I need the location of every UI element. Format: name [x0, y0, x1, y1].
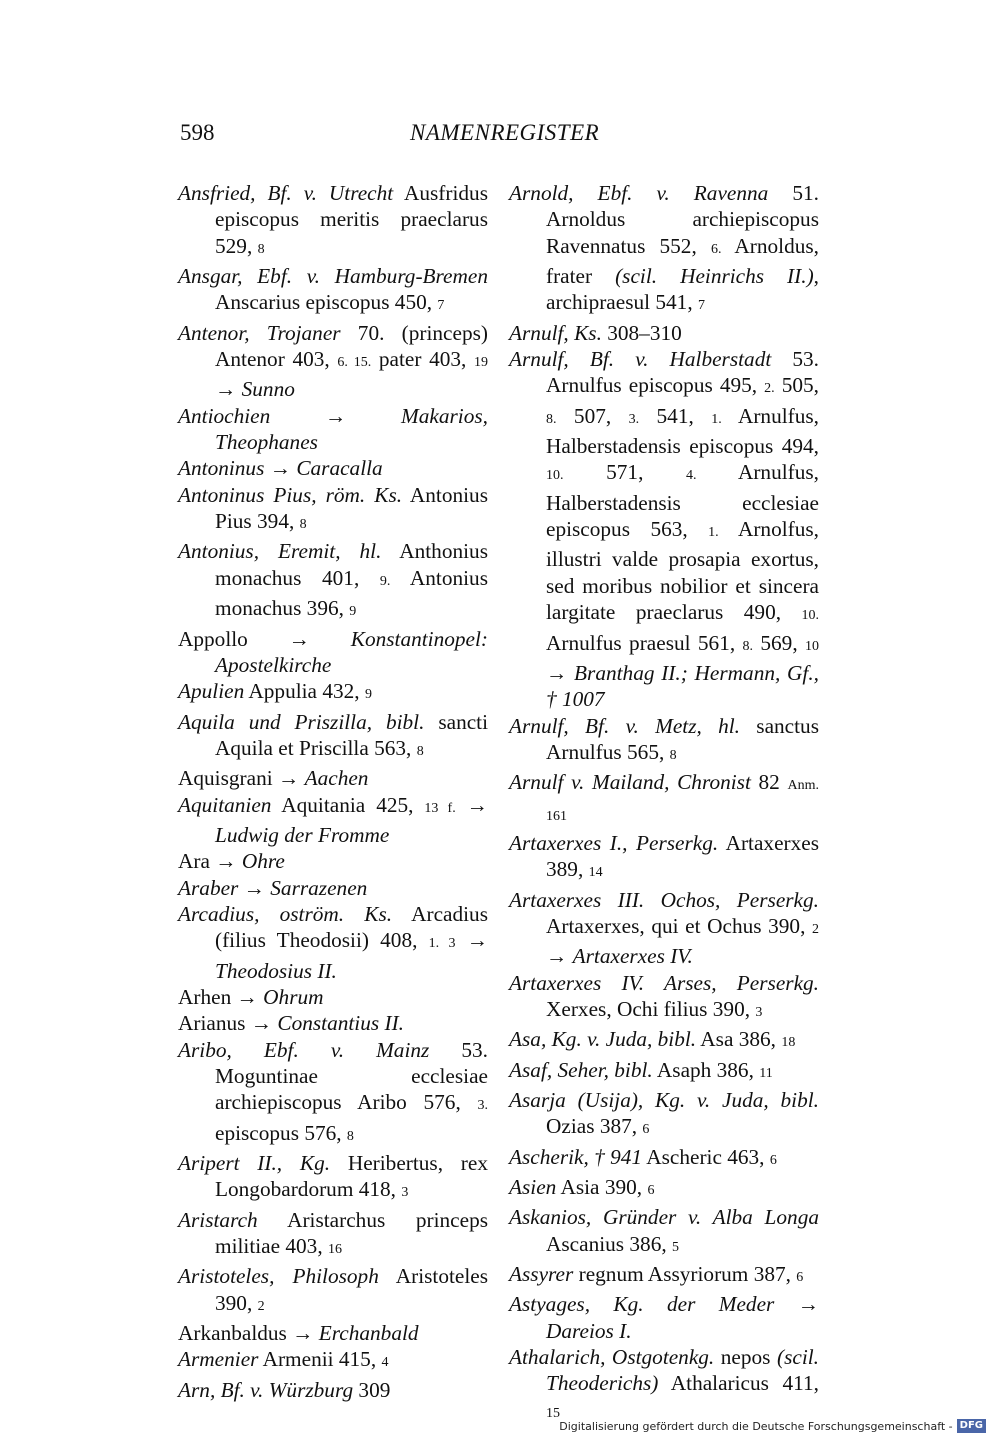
- footer-credit: [559, 1419, 986, 1433]
- line-reference: 8.: [742, 638, 754, 654]
- index-entry: [509, 970, 819, 1027]
- entry-text: Athalaricus 411,: [658, 1371, 819, 1396]
- index-entry: [178, 1263, 488, 1320]
- entry-text: Arhen →: [178, 984, 264, 1009]
- index-entry: [509, 320, 819, 346]
- line-reference: 6. 15.: [337, 355, 372, 371]
- index-entry: [509, 887, 819, 970]
- entry-text: Asa 386,: [696, 1027, 782, 1052]
- index-entry: [178, 709, 488, 766]
- entry-text: 507,: [556, 403, 629, 428]
- entry-heading: Ohrum: [263, 984, 324, 1009]
- entry-heading: Arcadius, oström. Ks.: [178, 901, 393, 926]
- entry-heading: Athalarich, Ostgotenkg.: [509, 1345, 715, 1370]
- line-reference: 9: [349, 604, 357, 620]
- entry-heading: Artaxerxes I., Perserkg.: [509, 830, 719, 855]
- entry-heading: Antoninus Pius, röm. Ks.: [178, 482, 403, 507]
- line-reference: 8: [416, 743, 424, 759]
- line-reference: 16: [327, 1242, 342, 1258]
- line-reference: 3: [401, 1185, 409, 1201]
- index-entry: [509, 1174, 819, 1204]
- line-reference: 8.: [546, 411, 557, 427]
- index-entry: [509, 1087, 819, 1144]
- entry-text: Antonius monachus 396,: [215, 565, 488, 621]
- entry-heading: Asa, Kg. v. Juda, bibl.: [509, 1027, 697, 1052]
- entry-text: 541,: [639, 403, 712, 428]
- entry-heading: Aquitanien: [178, 792, 272, 817]
- entry-text: Arkanbaldus →: [178, 1321, 319, 1346]
- entry-heading: Aristoteles, Philosoph: [178, 1264, 379, 1289]
- entry-text: pater 403,: [371, 347, 474, 372]
- entry-text: Aquitania 425,: [271, 792, 425, 817]
- entry-text: regnum Assyriorum 387,: [573, 1262, 797, 1287]
- entry-text: Appulia 432,: [244, 679, 365, 704]
- index-entry: [178, 263, 488, 320]
- line-reference: 7: [437, 298, 445, 314]
- entry-heading: Theodosius II.: [215, 958, 337, 983]
- line-reference: 3.: [477, 1098, 488, 1114]
- index-entry: [178, 1010, 488, 1036]
- index-entry: [509, 1344, 819, 1427]
- line-reference: 1.: [708, 525, 719, 541]
- index-entry: [509, 1261, 819, 1291]
- entry-text: →: [546, 660, 575, 685]
- index-entry: [509, 1204, 819, 1261]
- entry-heading: Antenor, Trojaner: [178, 320, 341, 345]
- line-reference: 6: [769, 1152, 777, 1168]
- entry-heading: Ansfried, Bf. v. Utrecht: [178, 181, 394, 205]
- entry-heading: Armenier: [178, 1347, 259, 1372]
- entry-text: Arnoldus, frater: [546, 233, 820, 289]
- line-reference: 10.: [546, 468, 564, 484]
- entry-text: Xerxes, Ochi filius 390,: [546, 996, 756, 1021]
- entry-text: Aristarchus princeps militiae 403,: [215, 1207, 488, 1259]
- entry-heading: Askanios, Gründer v. Alba Longa: [509, 1205, 819, 1230]
- entry-text: Asia 390,: [556, 1175, 648, 1200]
- index-entry: [509, 830, 819, 887]
- entry-heading: Arnulf, Ks.: [509, 320, 602, 345]
- entry-text: episcopus 576,: [215, 1120, 347, 1145]
- index-column-left: [178, 180, 488, 1403]
- entry-text: 82: [750, 770, 788, 795]
- index-entry: [178, 984, 488, 1010]
- line-reference: 6: [796, 1270, 804, 1286]
- entry-heading: Constantius II.: [277, 1011, 404, 1036]
- index-entry: [178, 1150, 488, 1207]
- index-entry: [178, 1207, 488, 1264]
- entry-text: →: [455, 928, 488, 953]
- footer-text: Digitalisierung gefördert durch die Deutsche Forschungsgemeinschaft -: [559, 1419, 953, 1433]
- line-reference: 3: [755, 1004, 763, 1020]
- entry-text: Anthonius monachus 401,: [215, 539, 488, 590]
- entry-heading: Aripert II., Kg.: [178, 1151, 331, 1176]
- entry-heading: Artaxerxes IV.: [572, 944, 693, 969]
- entry-text: 53. Moguntinae ecclesiae archiepiscopus Aribo 576,: [215, 1037, 488, 1115]
- entry-text: 70. (princeps) Antenor 403,: [215, 320, 488, 372]
- line-reference: 8: [299, 517, 307, 533]
- entry-text: Aquisgrani →: [178, 766, 305, 791]
- entry-heading: Ascherik, † 941: [509, 1144, 643, 1169]
- index-entry: [509, 1057, 819, 1087]
- entry-heading: Asarja (Usija), Kg. v. Juda, bibl.: [509, 1088, 819, 1112]
- entry-heading: Arnold, Ebf. v. Ravenna: [509, 181, 769, 205]
- entry-text: Arnolfus, illustri valde prosapia exortus, sed moribus nobilior et sincera largitate praeclarus 490,: [546, 517, 819, 625]
- entry-text: 569,: [753, 630, 805, 655]
- index-entry: [178, 455, 488, 481]
- index-entry: [178, 1377, 488, 1403]
- entry-text: 571,: [563, 460, 687, 485]
- entry-text: sanctus Arnulfus 565,: [546, 713, 819, 764]
- entry-text: Ara →: [178, 849, 242, 874]
- entry-text: 308–310: [601, 320, 682, 345]
- entry-text: Ozias 387,: [546, 1114, 643, 1139]
- entry-text: Ascheric 463,: [642, 1144, 770, 1169]
- index-entry: [509, 180, 819, 320]
- entry-heading: Ohre: [241, 849, 285, 874]
- entry-heading: Branthag II.; Hermann, Gf., † 1007: [546, 660, 819, 712]
- index-entry: [178, 765, 488, 791]
- entry-text: Ascanius 386,: [546, 1231, 672, 1256]
- line-reference: 11: [759, 1065, 773, 1081]
- line-reference: 13 f.: [424, 800, 456, 816]
- entry-heading: Araber → Sarrazenen: [178, 875, 368, 900]
- index-entry: [178, 1320, 488, 1346]
- index-entry: [509, 1291, 819, 1344]
- index-entry: [178, 678, 488, 708]
- entry-heading: (scil. Heinrichs II.): [615, 264, 814, 289]
- line-reference: 1.: [711, 411, 722, 427]
- index-entry: [178, 403, 488, 456]
- line-reference: 9.: [379, 573, 391, 589]
- entry-text: 505,: [774, 373, 820, 398]
- dfg-logo: DFG: [957, 1419, 986, 1433]
- entry-text: Antonius Pius 394,: [215, 482, 488, 534]
- entry-text: Heribertus, rex Longobardorum 418,: [215, 1151, 488, 1202]
- entry-text: Armenii 415,: [258, 1347, 382, 1372]
- index-entry: [178, 1346, 488, 1376]
- line-reference: 3.: [628, 411, 640, 427]
- entry-heading: Konstantinopel: Apostelkirche: [215, 626, 488, 677]
- line-reference: 6: [642, 1122, 650, 1138]
- entry-heading: Aribo, Ebf. v. Mainz: [178, 1037, 430, 1062]
- entry-heading: Aachen: [304, 766, 369, 791]
- index-entry: [509, 713, 819, 770]
- index-entry: [178, 626, 488, 679]
- entry-heading: Arn, Bf. v. Würzburg: [178, 1377, 354, 1402]
- line-reference: 8: [669, 747, 677, 763]
- entry-heading: Antiochien → Makarios, Theophanes: [178, 403, 488, 455]
- entry-heading: Astyages, Kg. der Meder → Dareios I.: [509, 1292, 819, 1343]
- line-reference: 8: [257, 241, 265, 257]
- entry-heading: (scil. Theoderichs): [546, 1345, 819, 1396]
- index-entry: [509, 1144, 819, 1174]
- entry-text: Arnulfus, Halberstadensis ecclesiae episcopus 563,: [546, 460, 819, 542]
- entry-text: Asaph 386,: [652, 1057, 760, 1082]
- line-reference: Anm. 161: [546, 778, 819, 824]
- entry-text: Ausfridus episcopus meritis praeclarus 529,: [215, 181, 488, 258]
- entry-heading: Arnulf, Bf. v. Halberstadt: [509, 347, 772, 372]
- line-reference: 2: [257, 1298, 265, 1314]
- line-reference: 2.: [764, 381, 775, 397]
- entry-heading: Apulien: [178, 679, 245, 704]
- entry-text: nepos: [714, 1345, 777, 1370]
- entry-heading: Artaxerxes IV. Arses, Perserkg.: [509, 970, 819, 995]
- entry-text: , archipraesul 541,: [546, 264, 819, 315]
- index-entry: [178, 482, 488, 539]
- entry-heading: Ludwig der Fromme: [215, 822, 390, 847]
- entry-heading: Artaxerxes III. Ochos, Perserkg.: [509, 887, 819, 912]
- entry-heading: Arnulf, Bf. v. Metz, hl.: [509, 713, 740, 738]
- line-reference: 8: [346, 1128, 354, 1144]
- entry-heading: Arnulf v. Mailand, Chronist: [509, 770, 751, 795]
- entry-text: →: [215, 377, 242, 402]
- entry-text: Anscarius episcopus 450,: [215, 290, 438, 315]
- line-reference: 6: [647, 1183, 655, 1199]
- index-entry: [178, 320, 488, 403]
- index-column-right: [509, 180, 819, 1427]
- entry-heading: Antonius, Eremit, hl.: [178, 539, 382, 564]
- line-reference: 4: [381, 1355, 389, 1371]
- entry-text: sancti Aquila et Priscilla 563,: [215, 709, 488, 760]
- entry-heading: Aquila und Priszilla, bibl.: [178, 709, 425, 734]
- index-entry: [178, 901, 488, 984]
- line-reference: 2: [812, 921, 819, 937]
- entry-text: Arcadius (filius Theodosii) 408,: [215, 901, 488, 953]
- index-entry: [509, 769, 819, 830]
- index-entry: [178, 1037, 488, 1150]
- line-reference: 4.: [686, 468, 697, 484]
- entry-heading: Asaf, Seher, bibl.: [509, 1057, 653, 1082]
- entry-text: 309: [353, 1377, 391, 1402]
- index-entry: [178, 180, 488, 263]
- page-number: 598: [180, 120, 215, 145]
- index-entry: [509, 1026, 819, 1056]
- entry-text: →: [546, 944, 573, 969]
- entry-text: 51. Arnoldus archiepiscopus Ravennatus 552,: [546, 181, 819, 258]
- line-reference: 14: [588, 865, 603, 881]
- entry-heading: Antoninus → Caracalla: [178, 456, 383, 481]
- index-entry: [178, 848, 488, 874]
- line-reference: 1. 3: [428, 936, 456, 952]
- index-entry: [178, 875, 488, 901]
- entry-heading: Erchanbald: [318, 1321, 419, 1346]
- entry-text: 53. Arnulfus episcopus 495,: [546, 347, 819, 398]
- index-entry: [509, 346, 819, 712]
- entry-text: Aristoteles 390,: [215, 1264, 488, 1315]
- entry-text: Artaxerxes, qui et Ochus 390,: [546, 913, 812, 938]
- line-reference: 18: [781, 1035, 796, 1051]
- line-reference: 6.: [710, 241, 722, 257]
- entry-text: Arianus →: [178, 1011, 278, 1036]
- entry-text: Appollo →: [178, 626, 351, 651]
- line-reference: 19: [474, 355, 488, 371]
- entry-text: Arnulfus praesul 561,: [546, 630, 743, 655]
- line-reference: 9: [364, 687, 372, 703]
- running-title: NAMENREGISTER: [410, 120, 600, 145]
- index-entry: [178, 792, 488, 849]
- line-reference: 5: [672, 1239, 679, 1255]
- entry-heading: Ansgar, Ebf. v. Hamburg-Bremen: [178, 264, 488, 289]
- entry-text: →: [455, 792, 488, 817]
- entry-heading: Assyrer: [509, 1262, 574, 1287]
- line-reference: 10.: [801, 608, 819, 624]
- line-reference: 10: [805, 638, 819, 654]
- entry-text: Arnulfus, Halberstadensis episcopus 494,: [546, 403, 819, 459]
- line-reference: 15: [546, 1405, 560, 1421]
- entry-heading: Aristarch: [178, 1207, 258, 1232]
- index-entry: [178, 538, 488, 625]
- entry-heading: Asien: [509, 1175, 557, 1200]
- line-reference: 7: [697, 298, 705, 314]
- entry-text: Artaxerxes 389,: [546, 830, 819, 882]
- entry-heading: Sunno: [241, 377, 295, 402]
